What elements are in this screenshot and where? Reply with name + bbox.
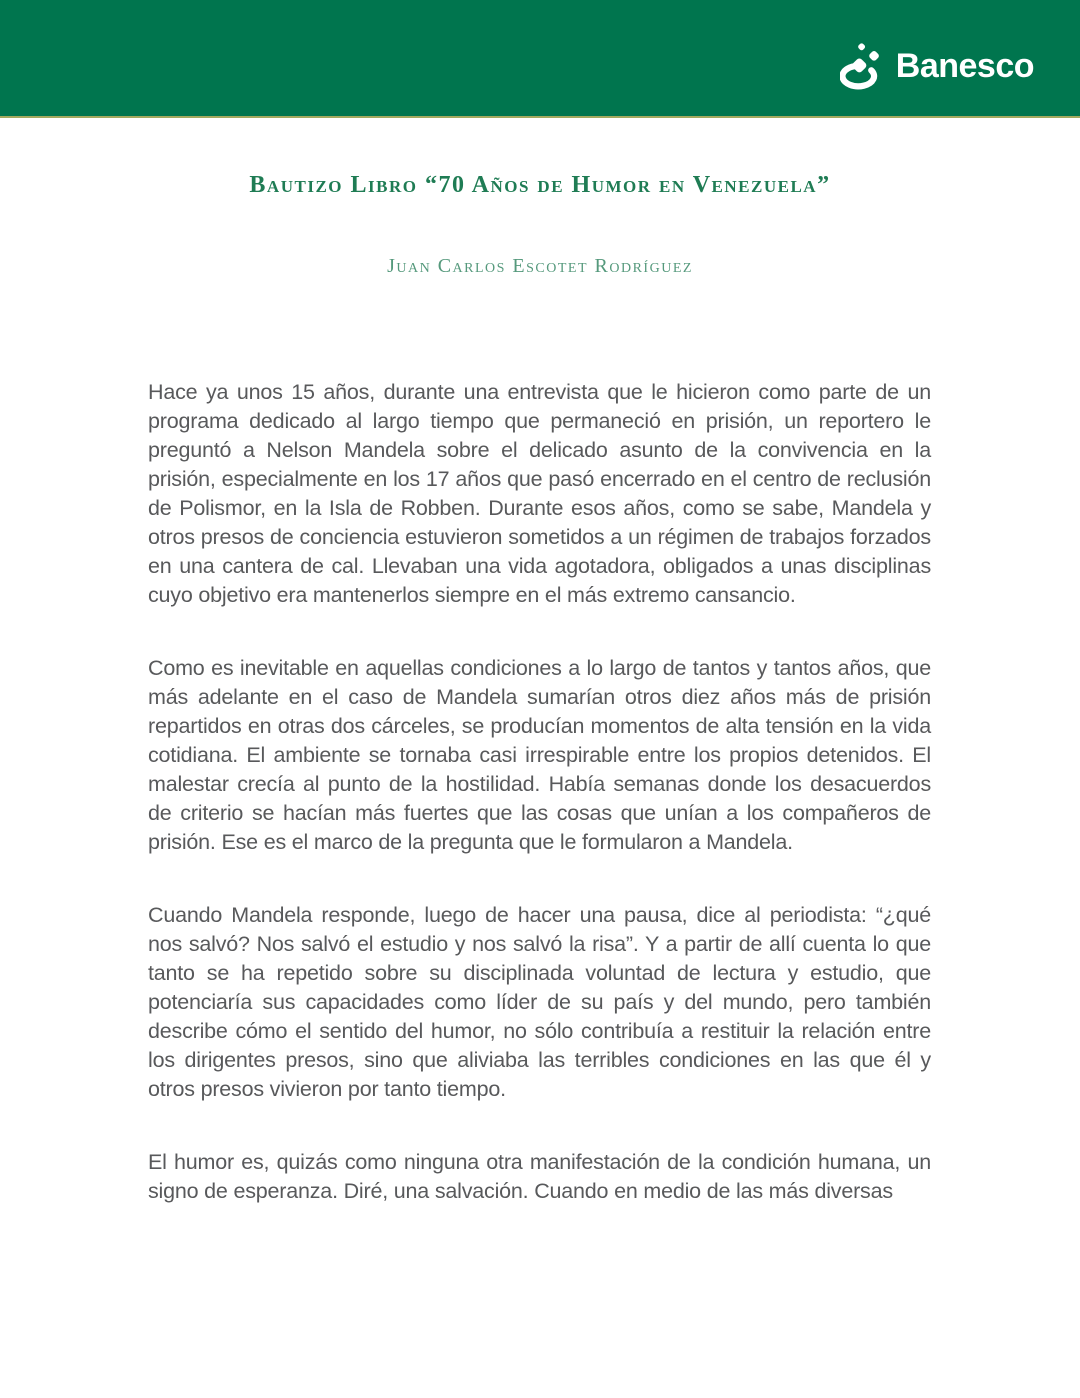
body-paragraph: Cuando Mandela responde, luego de hacer una pausa, dice al periodista: “¿qué nos salvó? Nos salvó el estudio y nos salvó la risa”. Y a partir de allí cuenta lo que tanto se ha repetido sobre su disciplinada voluntad de lectura y estudio, que potenciaría sus capacidades como líder de su país y del mundo, pero también describe cómo el sentido del humor, no sólo contribuía a restituir la relación entre los dirigentes presos, sino que aliviaba las terribles condiciones en las que él y otros presos vivieron por tanto tiempo. (148, 903, 931, 1101)
banesco-logo (840, 40, 1034, 92)
document-author: Juan Carlos Escotet Rodríguez (387, 255, 693, 277)
body-paragraph: El humor es, quizás como ninguna otra manifestación de la condición humana, un signo de esperanza. Diré, una salvación. Cuando en medio de las más diversas (148, 1150, 931, 1203)
body-paragraph: Hace ya unos 15 años, durante una entrevista que le hicieron como parte de un programa dedicado al largo tiempo que permaneció en prisión, un reportero le preguntó a Nelson Mandela sobre el delicado asunto de la convivencia en la prisión, especialmente en los 17 años que pasó encerrado en el centro de reclusión de Polismor, en la Isla de Robben. Durante esos años, como se sabe, Mandela y otros presos de conciencia estuvieron sometidos a un régimen de trabajos forzados en una cantera de cal. Llevaban una vida agotadora, obligados a unas disciplinas cuyo objetivo era mantenerlos siempre en el más extremo cansancio. (148, 380, 931, 607)
document-title: Bautizo Libro “70 Años de Humor en Venezuela” (249, 172, 831, 198)
body-paragraph: Como es inevitable en aquellas condiciones a lo largo de tantos y tantos años, que más adelante en el caso de Mandela sumarían otros diez años más de prisión repartidos en otras dos cárceles, se producían momentos de alta tensión en la vida cotidiana. El ambiente se tornaba casi irrespirable entre los propios detenidos. El malestar crecía al punto de la hostilidad. Había semanas donde los desacuerdos de criterio se hacían más fuertes que las cosas que unían a los compañeros de prisión. Ese es el marco de la pregunta que le formularon a Mandela. (148, 656, 931, 854)
header-band (0, 0, 1080, 118)
document-body (148, 378, 931, 1206)
banesco-pebbles-icon (840, 40, 890, 92)
banesco-logo-text: Banesco (895, 47, 1034, 85)
